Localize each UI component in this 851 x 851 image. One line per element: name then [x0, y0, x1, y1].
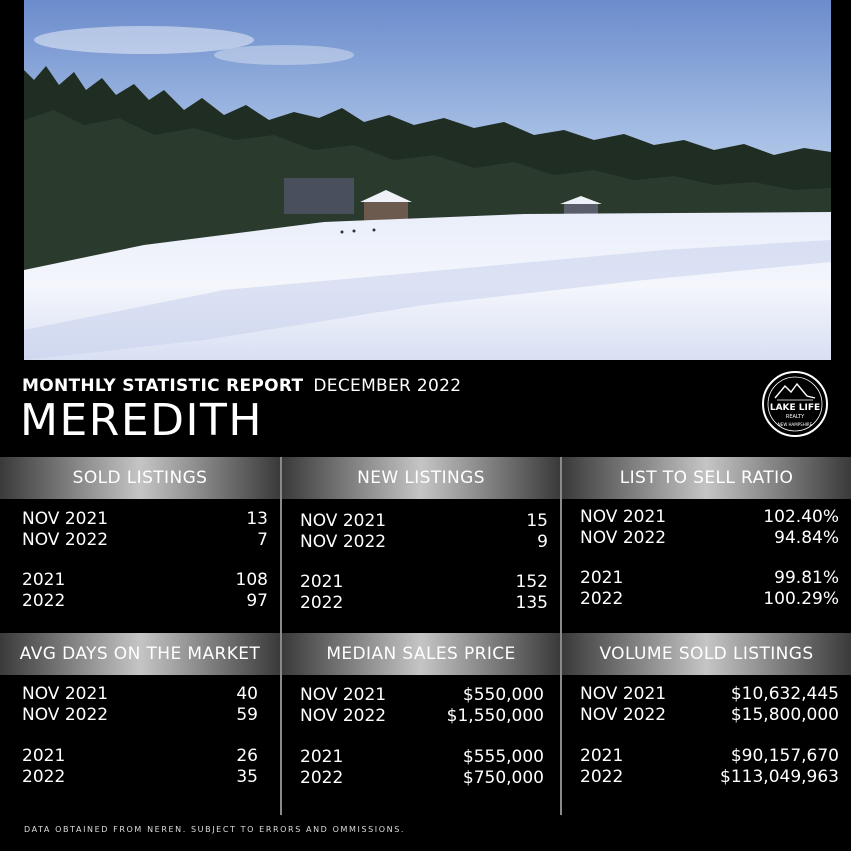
report-subtitle: [22, 376, 461, 396]
stat-row: 2021 108: [22, 570, 268, 590]
sold-listings-panel: [0, 457, 280, 633]
svg-text:REALTY: REALTY: [785, 414, 805, 420]
stat-row: 2021 $90,157,670: [580, 746, 839, 766]
stat-row: 2022 35: [22, 767, 258, 787]
panel-header: LIST TO SELL RATIO: [562, 457, 851, 499]
median-sales-price-panel: [282, 633, 560, 815]
stat-row: NOV 2022 9: [300, 532, 548, 552]
report-date: DECEMBER 2022: [313, 376, 462, 396]
stat-row: 2021 152: [300, 572, 548, 592]
stat-row: NOV 2021 40: [22, 684, 258, 704]
stat-row: NOV 2022 $15,800,000: [580, 705, 839, 725]
statistics-grid: [0, 457, 851, 815]
stat-row: 2022 100.29%: [580, 589, 839, 609]
lake-life-realty-logo: [761, 370, 829, 438]
frozen-lake-image: [24, 0, 831, 360]
stat-row: 2022 97: [22, 591, 268, 611]
new-listings-panel: [282, 457, 560, 633]
report-label: MONTHLY STATISTIC REPORT: [22, 376, 304, 396]
stat-row: 2021 99.81%: [580, 568, 839, 588]
stat-row: NOV 2022 94.84%: [580, 528, 839, 548]
panel-header: VOLUME SOLD LISTINGS: [562, 633, 851, 675]
panel-header: MEDIAN SALES PRICE: [282, 633, 560, 675]
stat-row: NOV 2021 102.40%: [580, 507, 839, 527]
volume-sold-listings-panel: [562, 633, 851, 815]
stat-row: NOV 2021 $10,632,445: [580, 684, 839, 704]
panel-header: NEW LISTINGS: [282, 457, 560, 499]
stat-row: 2021 $555,000: [300, 747, 544, 767]
page-title: MEREDITH: [20, 395, 263, 446]
stat-row: NOV 2021 15: [300, 511, 548, 531]
list-to-sell-ratio-panel: [562, 457, 851, 633]
panel-header: SOLD LISTINGS: [0, 457, 280, 499]
stat-row: 2022 135: [300, 593, 548, 613]
stat-row: NOV 2022 59: [22, 705, 258, 725]
avg-days-on-market-panel: [0, 633, 280, 815]
data-disclaimer: DATA OBTAINED FROM NEREN. SUBJECT TO ERRORS AND OMMISSIONS.: [24, 825, 406, 834]
stat-row: NOV 2021 $550,000: [300, 685, 544, 705]
panel-header: AVG DAYS ON THE MARKET: [0, 633, 280, 675]
hero-photo: [24, 0, 831, 360]
svg-text:LAKE LIFE: LAKE LIFE: [769, 403, 821, 413]
stat-row: 2021 26: [22, 746, 258, 766]
svg-text:NEW HAMPSHIRE: NEW HAMPSHIRE: [777, 422, 813, 427]
stat-row: 2022 $750,000: [300, 768, 544, 788]
stat-row: 2022 $113,049,963: [580, 767, 839, 787]
stat-row: NOV 2022 7: [22, 530, 268, 550]
stat-row: NOV 2021 13: [22, 509, 268, 529]
stat-row: NOV 2022 $1,550,000: [300, 706, 544, 726]
